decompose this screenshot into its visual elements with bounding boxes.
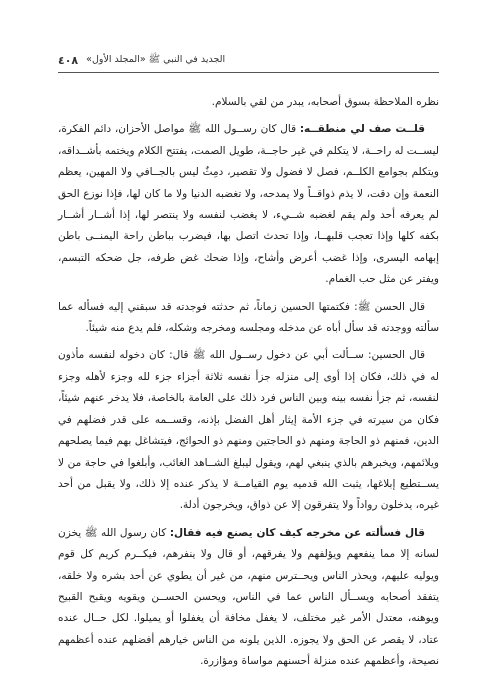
paragraph-text: قال الحسين: ســألت أبي عن دخول رســول الله ﷺ قال: كان دخوله لنفسه مأذون له في ذلك، فكان إذا أوى إلى منزله جزأ نفسه ثلاثة أجزاء جزء لله وجزء لأهله وجزء لنفسه، ثم جزأ نفسه بينه وبين الناس فرد ذلك على العامة بالخاصة، فلا يدخر عنهم شيئاً، فكان من سيرته في جزء الأمة إيثار أهل الفضل بإذنه، وقســمه على قدر فضلهم في الدين، فمنهم ذو الحاجة ومنهم ذو الحاجتين ومنهم ذو الحوائج، فيتشاغل بهم فيما يصلحهم ويلائمهم، ويخبرهم بالذي ينبغي لهم، ويقول ليبلغ الشــاهد الغائب، وأبلغوا في حاجة من لا يســتطيع إبلاغها، يثبت الله قدميه يوم القيامــة لا يذكر عنده إلا ذلك، ولا يقبل من أحد غيره، يدخلون رواداً ولا يتفرقون إلا عن ذواق، ويخرجون أدلة.: [58, 349, 439, 512]
paragraph-lead: قلــت صف لي منطقــه:: [299, 123, 425, 136]
page-number: ٤٠٨: [58, 53, 79, 67]
header-title: الجديد في النبي ﷺ «المجلد الأول»: [86, 54, 226, 65]
paragraph-lead: قال فسألته عن مخرجه كيف كان يصنع فيه فقال:: [169, 526, 425, 539]
running-header: [58, 52, 439, 68]
body-text: [58, 92, 439, 679]
paragraph: [58, 119, 439, 290]
paragraph-text: نظره الملاحظة بسوق أصحابه، يبدر من لقي بالسلام.: [211, 96, 439, 108]
paragraph: [58, 523, 439, 673]
paragraph: [58, 297, 439, 340]
paragraph: [58, 92, 439, 113]
paragraph: [58, 345, 439, 516]
paragraph-text: كان رسول الله ﷺ يخزن لسانه إلا مما ينفعهم ويؤلفهم ولا يفرقهم، أو قال ولا ينفرهم، فيكــرم كريم كل قوم ويوليه عليهم، ويحذر الناس ويحــترس منهم، من غير أن يطوي عن أحد بشره ولا خلقه، يتفقد أصحابه ويســأل الناس عما في الناس، ويحسن الحســن ويقويه ويقبح القبيح ويوهنه، معتدل الأمر غير مختلف، لا يغفل مخافة أن يغفلوا أو يميلوا. لكل حــال عنده عتاد، لا يقصر عن الحق ولا يجوزه. الذين يلونه من الناس خيارهم أفضلهم عنده أعظمهم نصيحة، وأعظمهم عنده منزلة أحسنهم مواساة ومؤازرة.: [58, 526, 439, 668]
header-divider: [58, 72, 439, 73]
paragraph-text: قال كان رســول الله ﷺ مواصل الأحزان، دائم الفكرة، ليســت له راحــة، لا يتكلم في غير حاجــة، طويل الصمت، يفتتح الكلام ويختمه بأشــداقه، ويتكلم بجوامع الكلــم، فصل لا فضول ولا تقصير، دمِثٌ ليس بالجــافي ولا المهين، يعظم النعمة وإن دقت، لا يذم ذواقــاً ولا يمدحه، ولا تغضبه الدنيا ولا ما كان لها، فإذا نوزع الحق لم يعرفه أحد ولم يقم لغضبه شــيء، لا يغضب لنفسه ولا ينتصر لها، إذا أشــار أشــار بكفه كلها وإذا تعجب قلبهــا، وإذا تحدث اتصل بها، فيضرب بباطن راحة اليمنــى باطن إبهامه اليسرى، وإذا غضب أعرض وأشاح، وإذا ضحك غض طرفه، جل ضحكه التبسم، ويفتر عن مثل حب الغمام.: [58, 123, 439, 286]
paragraph-text: قال الحسن ﷺ: فكتمتها الحسين زماناً، ثم حدثته فوجدته قد سبقني إليه فسأله عما سألته ووجدته قد سأل أباه عن مدخله ومجلسه ومخرجه وشكله، فلم يدع منه شيئاً.: [58, 300, 439, 335]
